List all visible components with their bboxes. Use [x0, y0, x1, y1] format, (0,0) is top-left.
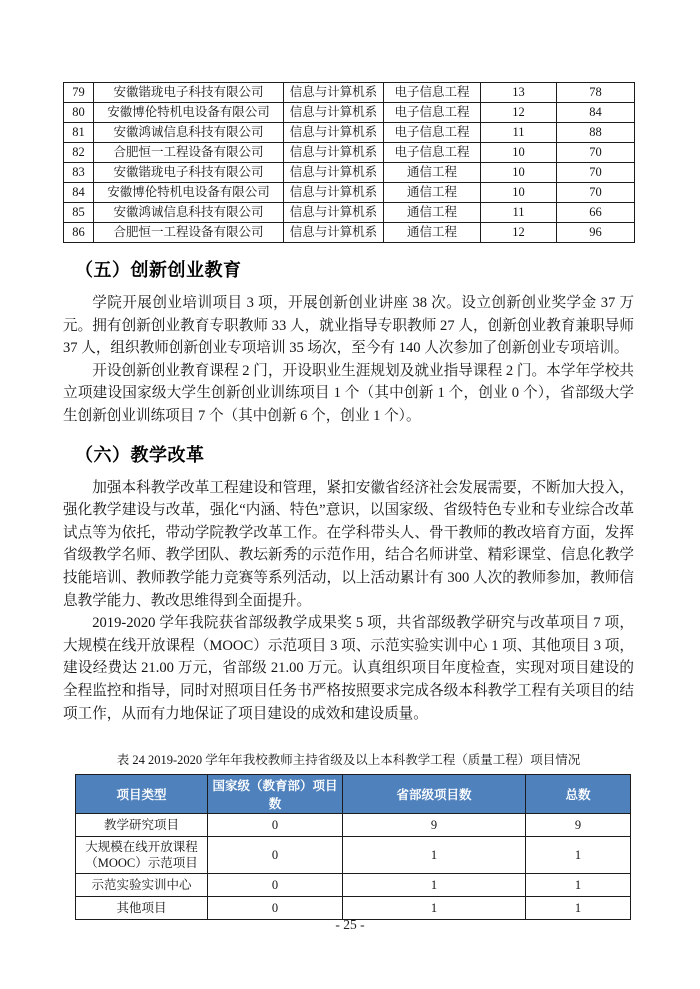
column-header: 总数 [526, 775, 631, 814]
table-cell: 教学研究项目 [76, 814, 208, 837]
table-row [76, 814, 631, 837]
table-cell: 84 [64, 183, 94, 203]
table-cell: 85 [64, 203, 94, 223]
table-cell: 11 [481, 123, 557, 143]
table-cell: 78 [557, 83, 635, 103]
table-cell: 70 [557, 183, 635, 203]
table-cell: 电子信息工程 [384, 103, 481, 123]
page-number: - 25 - [335, 917, 365, 932]
section-heading-innovation: （五）创新创业教育 [75, 260, 242, 280]
table-header-row [76, 775, 631, 814]
table-cell: 信息与计算机系 [284, 143, 384, 163]
table-cell: 11 [481, 203, 557, 223]
table-row [64, 183, 635, 203]
table-cell: 信息与计算机系 [284, 203, 384, 223]
table-cell: 9 [343, 814, 526, 837]
table-cell: 其他项目 [76, 897, 208, 920]
table-cell: 安徽锴珑电子科技有限公司 [94, 163, 284, 183]
table-cell: 电子信息工程 [384, 123, 481, 143]
table-cell: 79 [64, 83, 94, 103]
table-row [64, 223, 635, 243]
paragraph: 学院开展创业培训项目 3 项，开展创新创业讲座 38 次。设立创新创业奖学金 37 万元。拥有创新创业教育专职教师 33 人，就业指导专职教师 27 人，创新创业教育兼职导师 37 人，组织教师创新创业专项培训 35 场次，至今有 140 人次参加了创新创业专项培训。 [63, 295, 634, 357]
table-cell: 安徽博伦特机电设备有限公司 [94, 103, 284, 123]
table-cell: 1 [526, 897, 631, 920]
table-row [64, 163, 635, 183]
table-cell: 0 [208, 897, 343, 920]
table-cell: 88 [557, 123, 635, 143]
table-cell: 大规模在线开放课程（MOOC）示范项目 [76, 837, 208, 874]
table-cell: 1 [343, 897, 526, 920]
column-header: 项目类型 [76, 775, 208, 814]
table-cell: 9 [526, 814, 631, 837]
table-cell: 10 [481, 143, 557, 163]
table-cell: 信息与计算机系 [284, 103, 384, 123]
table-cell: 1 [526, 837, 631, 874]
table-cell: 信息与计算机系 [284, 123, 384, 143]
table-cell: 13 [481, 83, 557, 103]
paragraph: 2019-2020 学年我院获省部级教学成果奖 5 项，共省部级教学研究与改革项目 7 项，大规模在线开放课程（MOOC）示范项目 3 项、示范实验实训中心 1 项、其他项目 3 项，建设经费达 21.00 万元，省部级 21.00 万元。认真组织项目年度检查，实现对项目建设的全程监控和指导，同时对照项目任务书严格按照要求完成各级本科教学工程有关项目的结项工作，从而有力地保证了项目建设的成效和建设质量。 [63, 615, 634, 722]
table-row [64, 83, 635, 103]
paragraph: 开设创新创业教育课程 2 门，开设职业生涯规划及就业指导课程 2 门。本学年学校共立项建设国家级大学生创新创业训练项目 1 个（其中创新 1 个，创业 0 个），省部级大学生创新创业训练项目 7 个（其中创新 6 个，创业 1 个）。 [63, 362, 634, 424]
table-row [64, 203, 635, 223]
table-cell: 电子信息工程 [384, 143, 481, 163]
quality-projects-table [75, 774, 631, 920]
table-row [64, 123, 635, 143]
table-cell: 0 [208, 874, 343, 897]
table-row [76, 837, 631, 874]
table-row [64, 103, 635, 123]
table-cell: 12 [481, 103, 557, 123]
table-cell: 1 [343, 874, 526, 897]
table-cell: 81 [64, 123, 94, 143]
table-cell: 电子信息工程 [384, 83, 481, 103]
table-cell: 12 [481, 223, 557, 243]
table-cell: 83 [64, 163, 94, 183]
table-cell: 通信工程 [384, 163, 481, 183]
section-heading-reform: （六）教学改革 [75, 444, 205, 465]
table-cell: 合肥恒一工程设备有限公司 [94, 223, 284, 243]
page-content [63, 0, 634, 920]
table-cell: 1 [526, 874, 631, 897]
table-cell: 10 [481, 183, 557, 203]
table-cell: 合肥恒一工程设备有限公司 [94, 143, 284, 163]
table-cell: 1 [343, 837, 526, 874]
table-cell: 82 [64, 143, 94, 163]
column-header: 国家级（教育部）项目数 [208, 775, 343, 814]
table-cell: 0 [208, 814, 343, 837]
table-cell: 0 [208, 837, 343, 874]
table-cell: 96 [557, 223, 635, 243]
table-cell: 信息与计算机系 [284, 163, 384, 183]
table-cell: 通信工程 [384, 183, 481, 203]
table-cell: 通信工程 [384, 203, 481, 223]
table-cell: 通信工程 [384, 223, 481, 243]
table-cell: 86 [64, 223, 94, 243]
table24-caption: 表 24 2019-2020 学年年我校教师主持省级及以上本科教学工程（质量工程）项目情况 [116, 753, 581, 768]
table-cell: 安徽鸿诚信息科技有限公司 [94, 123, 284, 143]
table-cell: 示范实验实训中心 [76, 874, 208, 897]
table-cell: 安徽鸿诚信息科技有限公司 [94, 203, 284, 223]
table-cell: 70 [557, 163, 635, 183]
table-cell: 信息与计算机系 [284, 83, 384, 103]
table-row [64, 143, 635, 163]
table-cell: 信息与计算机系 [284, 183, 384, 203]
table-cell: 信息与计算机系 [284, 223, 384, 243]
table-cell: 安徽锴珑电子科技有限公司 [94, 83, 284, 103]
table-cell: 80 [64, 103, 94, 123]
column-header: 省部级项目数 [343, 775, 526, 814]
table-cell: 84 [557, 103, 635, 123]
table-cell: 66 [557, 203, 635, 223]
table-row [76, 874, 631, 897]
internship-companies-table [63, 82, 635, 243]
table-cell: 70 [557, 143, 635, 163]
paragraph: 加强本科教学改革工程建设和管理，紧扣安徽省经济社会发展需要，不断加大投入，强化教学建设与改革，强化“内涵、特色”意识，以国家级、省级特色专业和专业综合改革试点等为依托，带动学院教学改革工作。在学科带头人、骨干教师的教改培育方面，发挥省级教学名师、教学团队、教坛新秀的示范作用，结合名师讲堂、精彩课堂、信息化教学技能培训、教师教学能力竞赛等系列活动，以上活动累计有 300 人次的教师参加，教师信息教学能力、教改思维得到全面提升。 [63, 479, 634, 609]
table-cell: 安徽博伦特机电设备有限公司 [94, 183, 284, 203]
table-cell: 10 [481, 163, 557, 183]
